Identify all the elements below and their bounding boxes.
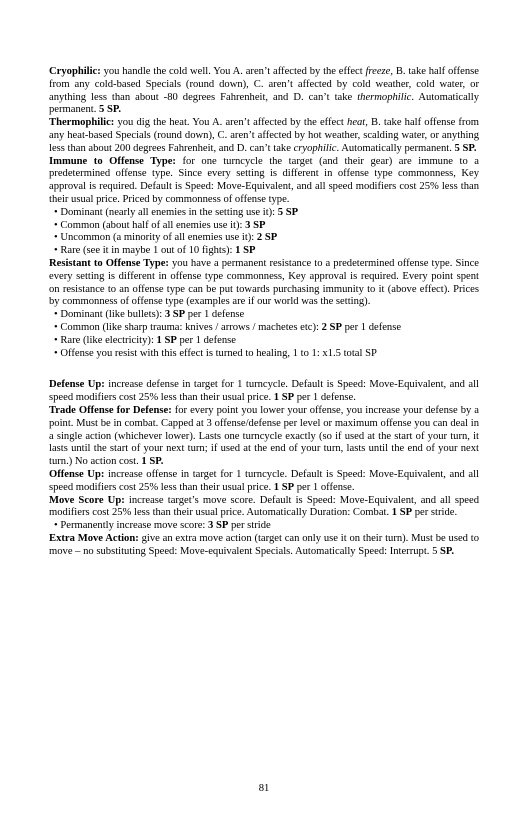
paragraph: [49, 66, 479, 117]
text-run: • Dominant (nearly all enemies in the setting use it):: [54, 206, 278, 218]
italic-text: thermophilic: [357, 91, 412, 103]
text-run: B. take half offense from any cold-based Specials (round down), C. aren’t affected by cold weather, cold water, or anything less than about -80 degrees Fahrenheit, and D. can’t take: [49, 66, 479, 103]
paragraph: [49, 117, 479, 155]
paragraph: [49, 379, 479, 405]
bold-text: 2 SP: [321, 321, 342, 333]
bold-text: Offense Up:: [49, 468, 105, 480]
bullet-item: [49, 207, 479, 220]
page-body: [49, 66, 479, 558]
paragraph: [49, 156, 479, 207]
text-run: increase offense in target for 1 turncycle. Default is Speed: Move-Equivalent, and all speed modifiers cost 25% less than their usual price.: [49, 468, 479, 493]
text-run: you have a permanent resistance to a predetermined offense type. Since every setting is different in offense type commonness, Key approval is required. Every point spent on resistance to an offense type can be put towards purchasing immunity to it (above effect). Prices by commonness of offense type (examples are if our world was the setting).: [49, 257, 479, 308]
bullet-item: [49, 245, 479, 258]
bullet-item: [49, 220, 479, 233]
bold-text: Thermophilic:: [49, 117, 115, 129]
paragraph: [49, 533, 479, 559]
text-run: per stride.: [412, 507, 458, 519]
text-run: give an extra move action (target can only use it on their turn). Must be used to move – no substituting Speed: Move-equivalent Specials. Automatically Speed: Interrupt. 5: [49, 532, 479, 557]
text-run: per 1 defense: [341, 321, 402, 333]
text-run: . Automatically permanent.: [336, 142, 455, 154]
text-run: increase target’s move score. Default is Speed: Move-Equivalent, and all speed modifiers cost 25% less than their usual price. Automatically Duration: Combat.: [49, 494, 480, 519]
bullet-item: [49, 322, 479, 335]
text-run: • Uncommon (a minority of all enemies use it):: [54, 232, 257, 244]
text-run: . Automatically permanent.: [49, 91, 479, 116]
bold-text: 3 SP: [208, 520, 229, 532]
text-run: per stride: [228, 520, 271, 532]
section-gap: [49, 360, 479, 379]
text-run: per 1 defense: [176, 334, 236, 346]
text-run: per 1 defense.: [294, 392, 356, 404]
text-run: • Common (about half of all enemies use it):: [54, 219, 246, 231]
bold-text: 5 SP.: [454, 142, 477, 154]
text-run: • Dominant (like bullets):: [54, 309, 165, 321]
bold-text: Resistant to Offense Type:: [49, 257, 169, 269]
bullet-item: [49, 232, 479, 245]
text-run: for every point you lower your offense, you increase your defense by a point. Must be in combat. Capped at 3 offense/defense per level or maximum offense you can deal in a single action (whichever lower). Lasts one turncycle exactly (so if used at the start of your turn, it lasts until the start of your next turn; if used at the end of your turn, lasts until the end of your next turn.) No action cost.: [49, 404, 479, 468]
text-run: per 1 defense: [185, 309, 245, 321]
text-run: • Offense you resist with this effect is turned to healing, 1 to 1: x1.5 total SP: [54, 347, 377, 359]
bold-text: Cryophilic:: [49, 66, 101, 77]
text-run: • Common (like sharp trauma: knives / arrows / machetes etc):: [54, 321, 322, 333]
text-run: B. take half offense from any heat-based Specials (round down), C. aren’t affected by hot weather, scalding water, or anything less than about 200 degrees Fahrenheit, and D. can’t take: [49, 117, 479, 154]
bold-text: 1 SP: [391, 507, 413, 519]
text-run: • Permanently increase move score:: [54, 520, 209, 532]
paragraph: [49, 495, 479, 521]
bullet-item: [49, 335, 479, 348]
text-run: you dig the heat. You A. aren’t affected by the effect: [114, 117, 348, 129]
paragraph: [49, 405, 479, 469]
paragraph: [49, 469, 479, 495]
text-run: • Rare (like electricity):: [54, 334, 157, 346]
bold-text: 1 SP: [273, 481, 295, 493]
bold-text: 1 SP.: [141, 456, 164, 468]
bold-text: 1 SP: [235, 245, 256, 257]
bold-text: 3 SP: [164, 309, 186, 321]
text-run: you handle the cold well. You A. aren’t affected by the effect: [100, 66, 366, 77]
italic-text: cryophilic: [293, 142, 337, 154]
bold-text: Trade Offense for Defense:: [49, 404, 172, 416]
page-number: 81: [258, 783, 270, 794]
text-run: for one turncycle the target (and their gear) are immune to a predetermined offense type. Since every setting is different in offense type commonness, Key approval is required. Default is Speed: Move-Equivalent, and all speed modifiers cost 25% less than their usual price. Priced by commonness of offense type.: [49, 155, 480, 205]
bullet-item: [49, 520, 479, 533]
bold-text: 1 SP: [156, 334, 177, 346]
bold-text: 5 SP: [277, 206, 299, 218]
bold-text: SP.: [440, 545, 455, 557]
text-run: per 1 offense.: [294, 481, 355, 493]
italic-text: freeze,: [365, 66, 394, 77]
bold-text: 5 SP.: [99, 104, 121, 116]
bold-text: 1 SP: [273, 392, 295, 404]
text-run: increase defense in target for 1 turncycle. Default is Speed: Move-Equivalent, and all speed modifiers cost 25% less than their usual price.: [49, 379, 479, 404]
bold-text: Immune to Offense Type:: [49, 155, 176, 167]
bullet-item: [49, 348, 479, 361]
bold-text: Extra Move Action:: [49, 532, 139, 544]
bold-text: 2 SP: [256, 232, 278, 244]
text-run: • Rare (see it in maybe 1 out of 10 fights):: [54, 245, 236, 257]
italic-text: heat,: [347, 117, 368, 129]
bullet-item: [49, 309, 479, 322]
bold-text: Defense Up:: [49, 379, 105, 391]
paragraph: [49, 258, 479, 309]
bold-text: 3 SP: [245, 219, 266, 231]
bold-text: Move Score Up:: [49, 494, 125, 506]
